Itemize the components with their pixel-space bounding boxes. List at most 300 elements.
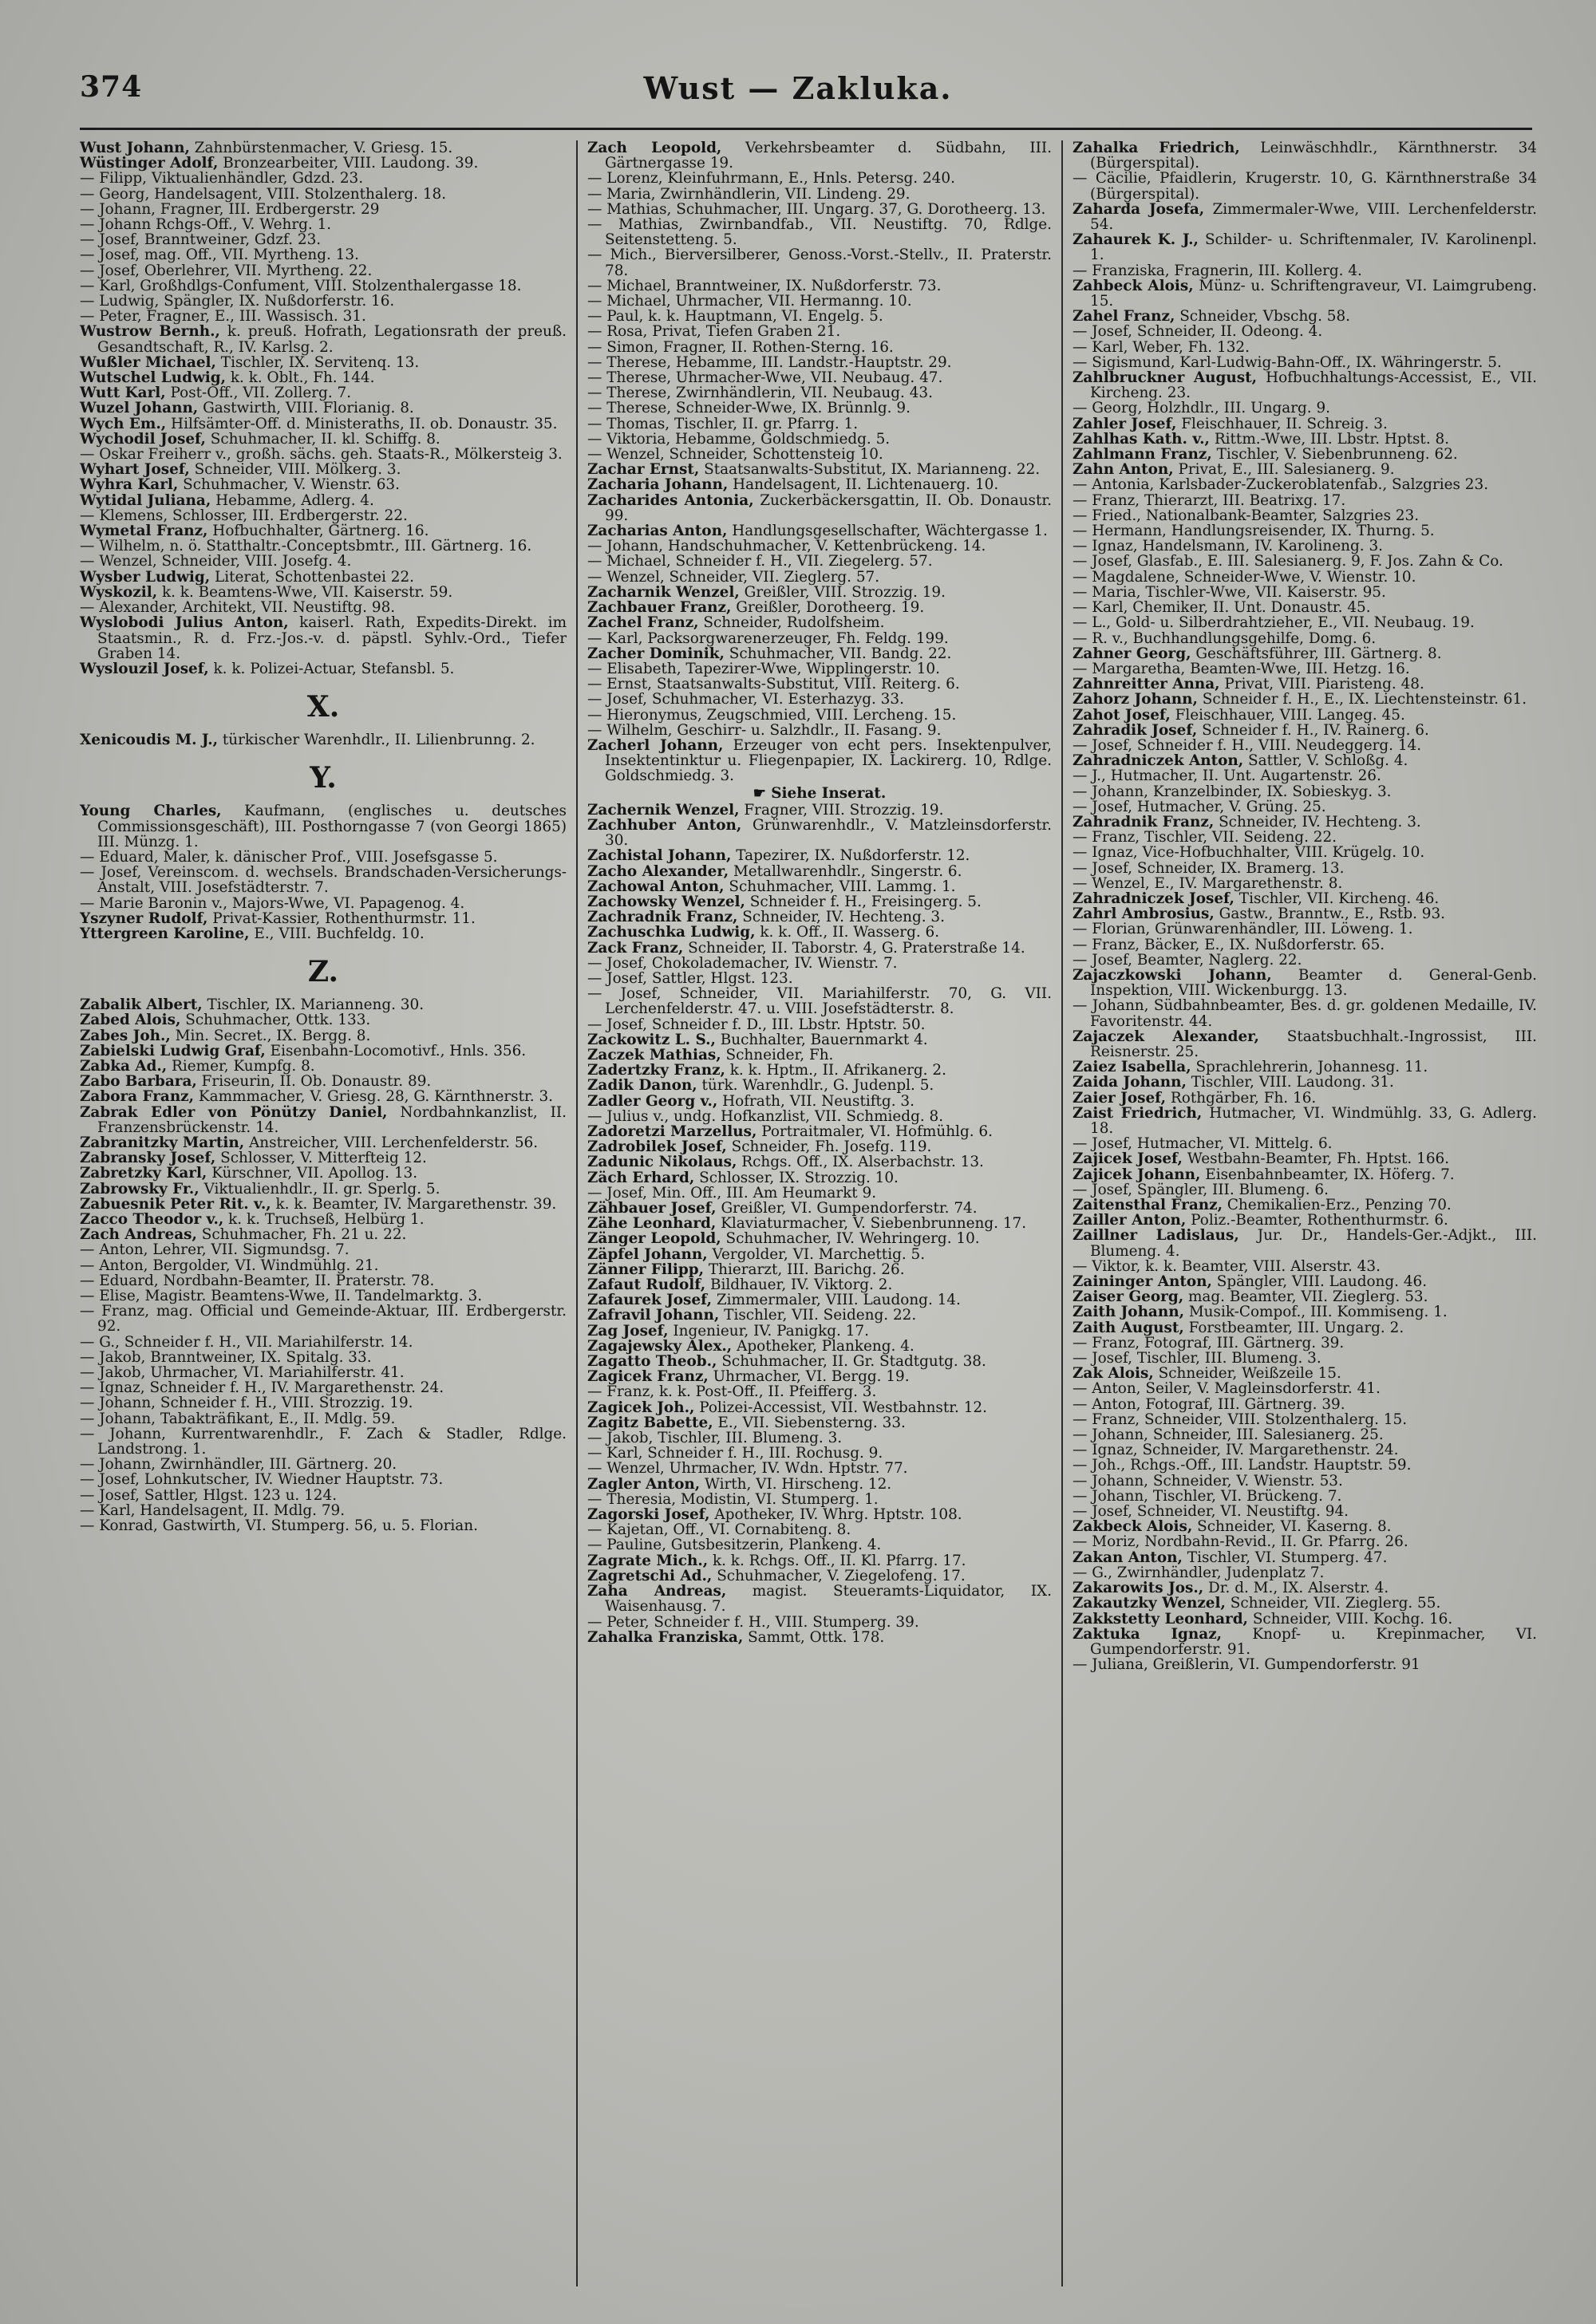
- directory-entry: [80, 1411, 567, 1426]
- directory-entry: [587, 202, 1052, 217]
- entry-details: — Alexander, Architekt, VII. Neustiftg. 98.: [80, 599, 396, 617]
- entry-surname: Wymetal Franz,: [80, 523, 208, 540]
- entry-details: — Thomas, Tischler, II. gr. Pfarrg. 1.: [587, 415, 859, 432]
- directory-entry: [1073, 830, 1537, 845]
- directory-entry: [80, 1395, 567, 1411]
- page-number: 374: [80, 70, 143, 104]
- entry-details: Verkehrsbeamter d. Südbahn, III. Gärtnergasse 19.: [605, 140, 1052, 172]
- directory-entry: [1073, 1091, 1537, 1106]
- entry-details: — Magdalene, Schneider-Wwe, V. Wienstr. 10.: [1073, 568, 1416, 586]
- entry-details: k. k. Truchseß, Helbürg 1.: [223, 1210, 425, 1228]
- entry-surname: Zaist Friedrich,: [1073, 1104, 1203, 1122]
- entry-details: — Margaretha, Beamten-Wwe, III. Hetzg. 16.: [1073, 660, 1410, 677]
- directory-entry: [1073, 1474, 1537, 1489]
- entry-surname: Zahaurek K. J.,: [1073, 231, 1199, 249]
- entry-surname: Wysber Ludwig,: [80, 568, 211, 586]
- directory-entry: [1073, 937, 1537, 953]
- entry-details: — Oskar Freiherr v., großh. sächs. geh. Staats-R., Mölkersteig 3.: [80, 446, 563, 464]
- entry-details: — Anton, Seiler, V. Magleinsdorferstr. 41.: [1073, 1380, 1381, 1398]
- entry-details: Riemer, Kumpfg. 8.: [167, 1057, 315, 1075]
- entry-surname: Zahler Josef,: [1073, 415, 1177, 432]
- entry-details: Portraitmaler, VI. Hofmühlg. 6.: [757, 1123, 993, 1140]
- entry-details: — Moriz, Nordbahn-Revid., II. Gr. Pfarrg. 26.: [1073, 1533, 1408, 1551]
- entry-surname: Zachistal Johann,: [587, 847, 732, 865]
- entry-details: Knopf- u. Krepinmacher, VI. Gumpendorferstr. 91.: [1090, 1625, 1538, 1658]
- entry-surname: Zaitensthal Franz,: [1073, 1197, 1223, 1214]
- entry-surname: Zadler Georg v.,: [587, 1092, 718, 1110]
- entry-surname: Zakautzky Wenzel,: [1073, 1595, 1226, 1612]
- entry-details: Kaufmann, (englisches u. deutsches Commissionsgeschäft), III. Posthorngasse 7 (von Georgi 1865) III. Münzg. 1.: [97, 803, 567, 850]
- entry-details: Schneider, VI. Kaserng. 8.: [1192, 1518, 1392, 1536]
- directory-entry: [587, 1339, 1052, 1354]
- directory-entry: [587, 1124, 1052, 1139]
- entry-surname: Zagatto Theob.,: [587, 1353, 717, 1371]
- directory-entry: [587, 1154, 1052, 1170]
- entry-details: Privat, E., III. Salesianerg. 9.: [1173, 461, 1395, 479]
- entry-details: Zimmermaler, VIII. Laudong. 14.: [712, 1292, 961, 1309]
- entry-details: Grünwarenhdlr., V. Matzleinsdorferstr. 30.: [605, 816, 1053, 850]
- entry-details: Literat, Schottenbastei 22.: [210, 568, 414, 586]
- entry-details: Schlosser, IX. Strozzig. 10.: [694, 1169, 899, 1186]
- entry-details: — Therese, Schneider-Wwe, IX. Brünnlg. 9.: [587, 400, 911, 417]
- entry-details: Greißler, VI. Gumpendorferstr. 74.: [716, 1200, 978, 1217]
- entry-details: — Elise, Magistr. Beamtens-Wwe, II. Tandelmarktg. 3.: [80, 1288, 483, 1304]
- directory-entry: [80, 1105, 567, 1135]
- entry-details: — Josef, Beamter, Naglerg. 22.: [1073, 951, 1302, 969]
- entry-details: Rchgs. Off., IX. Alserbachstr. 13.: [737, 1154, 984, 1171]
- directory-entry: [80, 1089, 567, 1104]
- directory-entry: [587, 447, 1052, 462]
- entry-surname: Zadik Danon,: [587, 1077, 697, 1095]
- entry-details: k. k. Oblt., Fh. 144.: [226, 369, 375, 387]
- directory-entry: [1073, 1136, 1537, 1151]
- entry-details: — Elisabeth, Tapezirer-Wwe, Wipplingerstr. 10.: [587, 660, 940, 677]
- entry-details: — Karl, Weber, Fh. 132.: [1073, 338, 1250, 356]
- entry-details: Privat, VIII. Piaristeng. 48.: [1219, 676, 1424, 693]
- entry-details: — Maria, Zwirnhändlerin, VII. Lindeng. 29.: [587, 185, 911, 203]
- directory-entry: [587, 1078, 1052, 1093]
- entry-details: — Josef, Schuhmacher, VI. Esterhazyg. 33.: [587, 691, 904, 708]
- section-letter-heading: Y.: [310, 761, 337, 795]
- directory-entry: [1073, 1534, 1537, 1549]
- directory-entry: [80, 803, 567, 850]
- entry-surname: Zaiser Georg,: [1073, 1288, 1184, 1306]
- entry-surname: Zajicek Johann,: [1073, 1166, 1201, 1183]
- entry-surname: Zagicek Franz,: [587, 1368, 709, 1386]
- directory-entry: [587, 1415, 1052, 1430]
- entry-surname: Zachowsky Wenzel,: [587, 893, 745, 910]
- entry-surname: Zacher Dominik,: [587, 645, 725, 662]
- entry-details: — Franz, Tischler, VII. Seideng. 22.: [1073, 829, 1337, 846]
- entry-details: — Jakob, Branntweiner, IX. Spitalg. 33.: [80, 1348, 372, 1366]
- entry-details: Nordbahnkanzlist, II. Franzensbrückenstr. 14.: [97, 1103, 567, 1136]
- entry-details: — J., Hutmacher, II. Unt. Augartenstr. 26.: [1073, 767, 1381, 785]
- entry-surname: Zachbauer Franz,: [587, 599, 732, 617]
- directory-entry: [80, 232, 567, 247]
- entry-surname: Zänger Leopold,: [587, 1230, 721, 1248]
- entry-details: Apotheker, Plankeng. 4.: [732, 1337, 915, 1355]
- directory-entry: [587, 848, 1052, 863]
- entry-surname: Zabed Alois,: [80, 1012, 181, 1029]
- entry-surname: Zachernik Wenzel,: [587, 801, 740, 819]
- entry-details: — Johann, Handschuhmacher, V. Kettenbrückeng. 14.: [587, 538, 986, 555]
- entry-surname: Zabrowsky Fr.,: [80, 1180, 200, 1198]
- directory-entry: [587, 1537, 1052, 1553]
- directory-column-3: [1050, 140, 1537, 1672]
- directory-entry: [1073, 570, 1537, 585]
- entry-details: — Julius v., undg. Hofkanzlist, VII. Schmiedg. 8.: [587, 1107, 944, 1125]
- directory-entry: [80, 1488, 567, 1503]
- entry-surname: Zabka Ad.,: [80, 1057, 168, 1075]
- entry-details: — Johann Rchgs-Off., V. Wehrg. 1.: [80, 216, 332, 234]
- directory-entry: [587, 309, 1052, 324]
- entry-surname: Wyhra Karl,: [80, 476, 179, 494]
- entry-surname: Wyslobodi Julius Anton,: [80, 614, 289, 632]
- directory-entry: [587, 909, 1052, 925]
- entry-details: — Therese, Hebamme, III. Landstr.-Hauptstr. 29.: [587, 353, 952, 371]
- entry-details: Fragner, VIII. Strozzig. 19.: [739, 801, 944, 819]
- entry-surname: Zahlhas Kath. v.,: [1073, 430, 1210, 448]
- directory-entry: [1073, 232, 1537, 262]
- directory-entry: [80, 1365, 567, 1380]
- entry-surname: Zadunic Nikolaus,: [587, 1154, 737, 1171]
- directory-entry: [1073, 1213, 1537, 1228]
- entry-details: k. k. Rchgs. Off., II. Kl. Pfarrg. 17.: [708, 1552, 966, 1569]
- entry-surname: Zachar Ernst,: [587, 461, 700, 479]
- directory-entry: [1073, 1336, 1537, 1351]
- directory-entry: [1073, 1198, 1537, 1213]
- entry-surname: Zagicek Joh.,: [587, 1399, 695, 1416]
- entry-surname: Zakan Anton,: [1073, 1549, 1183, 1566]
- directory-entry: [80, 400, 567, 416]
- entry-details: — Johann, Kurrentwarenhdlr., F. Zach & Stadler, Rdlge. Landstrong. 1.: [80, 1425, 567, 1458]
- directory-entry: [587, 247, 1052, 278]
- entry-details: Schuhmacher, II. kl. Schiffg. 8.: [205, 430, 440, 448]
- directory-entry: [1073, 723, 1537, 738]
- directory-entry: [1073, 1106, 1537, 1136]
- directory-entry: [587, 1292, 1052, 1308]
- entry-details: — Josef, Lohnkutscher, IV. Wiedner Hauptstr. 73.: [80, 1471, 444, 1489]
- entry-details: Schuhmacher, VIII. Lammg. 1.: [724, 878, 956, 895]
- entry-details: — Wenzel, Schneider, VII. Zieglerg. 57.: [587, 568, 880, 586]
- entry-details: — Josef, Schneider f. H., VIII. Neudeggerg. 14.: [1073, 736, 1422, 754]
- entry-details: — Viktoria, Hebamme, Goldschmiedg. 5.: [587, 430, 891, 448]
- directory-entry: [1073, 845, 1537, 860]
- entry-details: Zimmermaler-Wwe, VIII. Lerchenfelderstr. 54.: [1090, 200, 1537, 234]
- directory-entry: [587, 355, 1052, 370]
- directory-entry: [587, 217, 1052, 247]
- entry-surname: Zahradniczek Anton,: [1073, 752, 1244, 770]
- directory-entry: [80, 247, 567, 262]
- entry-details: k. k. Beamtens-Wwe, VII. Kaiserstr. 59.: [157, 583, 453, 601]
- entry-details: — Lorenz, Kleinfuhrmann, E., Hnls. Petersg. 240.: [587, 170, 955, 187]
- entry-surname: Zabransky Josef,: [80, 1150, 216, 1167]
- directory-entry: [587, 738, 1052, 784]
- entry-surname: Zach Andreas,: [80, 1226, 197, 1244]
- directory-entry: [80, 1197, 567, 1212]
- entry-details: Schuhmacher, Fh. 21 u. 22.: [196, 1226, 407, 1244]
- directory-entry: [1073, 753, 1537, 768]
- entry-surname: Zabuesnik Peter Rit. v.,: [80, 1195, 271, 1213]
- directory-entry: [587, 1507, 1052, 1522]
- entry-details: Forstbeamter, III. Ungarg. 2.: [1183, 1319, 1404, 1336]
- entry-surname: Zafaurek Josef,: [587, 1292, 713, 1309]
- entry-details: — R. v., Buchhandlungsgehilfe, Domg. 6.: [1073, 629, 1377, 647]
- entry-details: Erzeuger von echt pers. Insektenpulver, Insektentinktur u. Fliegenpapier, IX. Lackirerg. 10, Rdlge. Goldschmiedg. 3.: [605, 736, 1052, 785]
- directory-entry: [587, 187, 1052, 202]
- header-rule: [80, 128, 1532, 130]
- entry-details: Viktualienhdlr., II. gr. Sperlg. 5.: [199, 1180, 440, 1198]
- directory-entry: [1073, 1151, 1537, 1166]
- directory-entry: [1073, 554, 1537, 569]
- entry-surname: Zahlbruckner August,: [1073, 369, 1258, 387]
- directory-entry: [80, 1426, 567, 1457]
- directory-entry: [1073, 1504, 1537, 1519]
- directory-entry: [1073, 416, 1537, 432]
- entry-details: — Ignaz, Handelsmann, IV. Karolineng. 3.: [1073, 538, 1384, 555]
- entry-details: Schuhmacher, V. Wienstr. 63.: [178, 476, 400, 494]
- directory-entry: [587, 879, 1052, 894]
- entry-details: — Michael, Branntweiner, IX. Nußdorferstr. 73.: [587, 277, 942, 294]
- directory-entry: [1073, 585, 1537, 600]
- entry-surname: Yszyner Rudolf,: [80, 909, 208, 927]
- entry-surname: Wuzel Johann,: [80, 400, 199, 417]
- entry-surname: Zagrate Mich.,: [587, 1552, 709, 1569]
- entry-details: — Ignaz, Vice-Hofbuchhalter, VIII. Krügelg. 10.: [1073, 844, 1425, 862]
- entry-details: Tischler, VIII. Laudong. 31.: [1186, 1074, 1394, 1091]
- directory-entry: [1073, 815, 1537, 830]
- directory-entry: [587, 661, 1052, 677]
- entry-details: — Anton, Lehrer, VII. Sigmundsg. 7.: [80, 1241, 350, 1259]
- entry-details: Schneider, IV. Hechteng. 3.: [1214, 813, 1421, 831]
- entry-surname: Wutt Karl,: [80, 385, 166, 402]
- entry-surname: Zabrak Edler von Pönützy Daniel,: [80, 1103, 388, 1121]
- directory-entry: [1073, 906, 1537, 921]
- entry-surname: Wychodil Josef,: [80, 430, 206, 448]
- directory-entry: [80, 1166, 567, 1181]
- entry-details: k. k. Off., II. Wasserg. 6.: [755, 924, 940, 941]
- entry-surname: Zagorski Josef,: [587, 1506, 710, 1524]
- entry-details: — Joh., Rchgs.-Off., III. Landstr. Hauptstr. 59.: [1073, 1457, 1412, 1474]
- directory-entry: [587, 1048, 1052, 1063]
- entry-details: — Franz, Thierarzt, III. Beatrixg. 17.: [1073, 491, 1346, 509]
- directory-entry: [587, 818, 1052, 848]
- directory-entry: [587, 1354, 1052, 1369]
- directory-entry: [587, 1247, 1052, 1262]
- entry-details: — G., Zwirnhändler, Judenplatz 7.: [1073, 1564, 1325, 1581]
- directory-entry: [80, 1044, 567, 1059]
- entry-surname: Zacharias Anton,: [587, 523, 728, 540]
- entry-details: Sprachlehrerin, Johannesg. 11.: [1191, 1059, 1428, 1076]
- entry-surname: Zähbauer Josef,: [587, 1200, 717, 1217]
- entry-details: — Eduard, Nordbahn-Beamter, II. Praterstr. 78.: [80, 1272, 435, 1289]
- entry-details: — Josef, Sattler, Hlgst. 123.: [587, 969, 793, 987]
- entry-details: — Cäcilie, Pfaidlerin, Krugerstr. 10, G. Kärnthnerstraße 34 (Bürgerspital).: [1073, 170, 1537, 203]
- entry-surname: Zahner Georg,: [1073, 645, 1191, 662]
- directory-entry: [1073, 646, 1537, 661]
- entry-surname: Zachhuber Anton,: [587, 816, 742, 834]
- entry-details: — Johann, Schneider f. H., VIII. Strozzig. 19.: [80, 1395, 413, 1412]
- entry-details: — Anton, Fotograf, III. Gärtnerg. 39.: [1073, 1395, 1345, 1413]
- entry-surname: Zaith August,: [1073, 1319, 1184, 1336]
- entry-details: Rittm.-Wwe, III. Lbstr. Hptst. 8.: [1209, 430, 1450, 448]
- entry-surname: Zadrobilek Josef,: [587, 1138, 727, 1156]
- directory-entry: [1073, 508, 1537, 523]
- directory-entry: [1073, 784, 1537, 799]
- entry-surname: Zaier Josef,: [1073, 1089, 1167, 1107]
- directory-entry: [587, 539, 1052, 554]
- directory-entry: [80, 493, 567, 508]
- directory-entry: [80, 1273, 567, 1288]
- entry-details: — Karl, Chemiker, II. Unt. Donaustr. 45.: [1073, 599, 1371, 617]
- entry-details: Musik-Compof., III. Kommiseng. 1.: [1184, 1304, 1448, 1321]
- directory-entry: [1073, 1167, 1537, 1182]
- directory-entry: [80, 294, 567, 309]
- entry-details: Schneider, VII. Zieglerg. 55.: [1225, 1595, 1441, 1612]
- entry-surname: Zaiez Isabella,: [1073, 1059, 1191, 1076]
- entry-details: — Hermann, Handlungsreisender, IX. Thurng. 5.: [1073, 523, 1435, 540]
- directory-entry: [1073, 278, 1537, 309]
- directory-entry: [1073, 631, 1537, 646]
- entry-details: — Georg, Handelsagent, VIII. Stolzenthalerg. 18.: [80, 185, 447, 203]
- directory-entry: [1073, 768, 1537, 783]
- directory-entry: [1073, 1351, 1537, 1366]
- section-letter-heading: Z.: [307, 955, 339, 989]
- entry-details: Vergolder, VI. Marchettig. 5.: [707, 1245, 926, 1263]
- directory-entry: [80, 615, 567, 661]
- entry-details: — Karl, Packsorgwarenerzeuger, Fh. Feldg. 199.: [587, 629, 949, 647]
- directory-entry: [587, 1568, 1052, 1584]
- entry-surname: Zaillner Ladislaus,: [1073, 1227, 1239, 1245]
- directory-entry: [1073, 493, 1537, 508]
- running-head: Wust — Zakluka.: [643, 70, 953, 106]
- entry-surname: Zahn Anton,: [1073, 461, 1174, 479]
- entry-details: Zuckerbäckersgattin, II. Ob. Donaustr. 99.: [605, 491, 1052, 524]
- entry-surname: Zabora Franz,: [80, 1088, 195, 1106]
- entry-details: — Rosa, Privat, Tiefen Graben 21.: [587, 323, 841, 341]
- directory-entry: [1073, 1366, 1537, 1381]
- directory-entry: [587, 1231, 1052, 1246]
- entry-details: — Johann, Schneider, V. Wienstr. 53.: [1073, 1472, 1343, 1489]
- entry-surname: Zähe Leonhard,: [587, 1215, 717, 1233]
- insert-reference-note: [587, 786, 1052, 801]
- entry-surname: Wyskozil,: [80, 583, 158, 601]
- directory-entry: [587, 1430, 1052, 1446]
- entry-details: Polizei-Accessist, VII. Westbahnstr. 12.: [694, 1399, 987, 1416]
- directory-entry: [1073, 1228, 1537, 1258]
- entry-details: Thierarzt, III. Barichg. 26.: [704, 1261, 905, 1278]
- entry-details: Schilder- u. Schriftenmaler, IV. Karolinenpl. 1.: [1090, 231, 1537, 264]
- directory-entry: [80, 1074, 567, 1089]
- entry-surname: Zacharnik Wenzel,: [587, 583, 740, 601]
- directory-entry: [587, 1308, 1052, 1323]
- directory-entry: [587, 971, 1052, 986]
- directory-entry: [587, 723, 1052, 738]
- directory-entry: [80, 1503, 567, 1518]
- entry-surname: Zacharia Johann,: [587, 476, 729, 494]
- entry-surname: Zabalik Albert,: [80, 996, 203, 1014]
- entry-details: — Mathias, Zwirnbandfab., VII. Neustiftg. 70, Rdlge. Seitenstetteng. 5.: [587, 216, 1052, 249]
- entry-details: Gastw., Branntw., E., Rstb. 93.: [1214, 906, 1446, 923]
- entry-details: k. k. Hptm., II. Afrikanerg. 2.: [725, 1062, 946, 1079]
- entry-details: Dr. d. M., IX. Alserstr. 4.: [1203, 1580, 1389, 1597]
- entry-details: — Johann, Zwirnhändler, III. Gärtnerg. 20.: [80, 1456, 397, 1474]
- entry-details: — Karl, Schneider f. H., III. Rochusg. 9.: [587, 1445, 883, 1462]
- directory-entry: [80, 217, 567, 232]
- directory-entry: [1073, 677, 1537, 692]
- entry-details: — Franz, Schneider, VIII. Stolzenthalerg. 15.: [1073, 1411, 1408, 1428]
- directory-entry: [80, 1135, 567, 1150]
- directory-entry: [80, 1242, 567, 1257]
- entry-details: Handelsagent, II. Lichtenauerg. 10.: [728, 476, 999, 494]
- entry-details: — Johann, Kranzelbinder, IX. Sobieskyg. 3.: [1073, 783, 1392, 800]
- entry-surname: Zajicek Josef,: [1073, 1150, 1183, 1168]
- directory-entry: [1073, 600, 1537, 615]
- entry-details: magist. Steueramts-Liquidator, IX. Waisenhausg. 7.: [605, 1583, 1052, 1616]
- entry-details: Buchhalter, Bauernmarkt 4.: [715, 1031, 928, 1048]
- entry-details: — Jakob, Uhrmacher, VI. Mariahilferstr. 41.: [80, 1364, 405, 1382]
- directory-entry: [80, 278, 567, 294]
- entry-details: — Karl, Großhdlgs-Confument, VIII. Stolzenthalergasse 18.: [80, 277, 522, 294]
- entry-surname: Zahot Josef,: [1073, 706, 1171, 724]
- entry-details: — Wilhelm, Geschirr- u. Salzhdlr., II. Fasang. 9.: [587, 721, 942, 739]
- entry-details: — Wenzel, Schneider, VIII. Josefg. 4.: [80, 553, 352, 570]
- entry-details: — Kajetan, Off., VI. Cornabiteng. 8.: [587, 1521, 851, 1539]
- entry-details: Tischler, IX. Marianneng. 30.: [202, 996, 425, 1014]
- entry-surname: Zadoretzi Marzellus,: [587, 1123, 757, 1140]
- entry-surname: Zakarowits Jos.,: [1073, 1580, 1204, 1597]
- entry-details: — G., Schneider f. H., VII. Mariahilferstr. 14.: [80, 1333, 413, 1351]
- entry-details: — Franz, Fotograf, III. Gärtnerg. 39.: [1073, 1334, 1345, 1351]
- entry-surname: Zabes Joh.,: [80, 1027, 171, 1044]
- entry-surname: Zaha Andreas,: [587, 1583, 727, 1600]
- entry-details: Poliz.-Beamter, Rothenthurmstr. 6.: [1186, 1212, 1448, 1229]
- entry-details: — Josef, Sattler, Hlgst. 123 u. 124.: [80, 1486, 338, 1504]
- directory-entry: [80, 324, 567, 354]
- entry-surname: Zahradniczek Josef,: [1073, 890, 1235, 907]
- entry-surname: Zahnreitter Anna,: [1073, 676, 1220, 693]
- entry-details: — Marie Baronin v., Majors-Wwe, VI. Papagenog. 4.: [80, 894, 465, 912]
- directory-entry: [587, 585, 1052, 600]
- directory-entry: [587, 340, 1052, 355]
- entry-details: — Mich., Bierversilberer, Genoss.-Vorst.-Stellv., II. Praterstr. 78.: [587, 247, 1052, 279]
- entry-surname: Zailler Anton,: [1073, 1212, 1187, 1229]
- entry-details: — Josef, Hutmacher, V. Grüng. 25.: [1073, 798, 1326, 815]
- directory-entry: [1073, 1627, 1537, 1657]
- entry-details: Tischler, VII. Seideng. 22.: [719, 1307, 917, 1324]
- entry-surname: Zahbeck Alois,: [1073, 277, 1194, 294]
- entry-details: — Johann, Schneider, III. Salesianerg. 25.: [1073, 1426, 1384, 1444]
- directory-entry: [80, 508, 567, 523]
- entry-details: — Franz, mag. Official und Gemeinde-Aktuar, III. Erdbergerstr. 92.: [80, 1303, 567, 1336]
- entry-details: — Klemens, Schlosser, III. Erdbergerstr. 22.: [80, 507, 408, 524]
- entry-surname: Zabranitzky Martin,: [80, 1134, 245, 1151]
- entry-details: — Josef, Glasfab., E. III. Salesianerg. 9, F. Jos. Zahn & Co.: [1073, 553, 1503, 570]
- directory-entry: [1073, 1289, 1537, 1304]
- entry-details: Greißler, Dorotheerg. 19.: [731, 599, 925, 617]
- entry-surname: Zackowitz L. S.,: [587, 1031, 716, 1048]
- entry-details: — Eduard, Maler, k. dänischer Prof., VIII. Josefsgasse 5.: [80, 848, 498, 866]
- entry-details: E., VII. Siebensterng. 33.: [713, 1414, 906, 1431]
- directory-entry: [587, 1522, 1052, 1537]
- directory-entry: [1073, 432, 1537, 447]
- directory-entry: [80, 1059, 567, 1074]
- directory-entry: [80, 370, 567, 385]
- directory-entry: [587, 1170, 1052, 1186]
- entry-details: — Ludwig, Spängler, IX. Nußdorferstr. 16.: [80, 293, 395, 310]
- entry-details: — Josef, Schneider, IX. Bramerg. 13.: [1073, 859, 1345, 877]
- directory-entry: [1073, 1458, 1537, 1473]
